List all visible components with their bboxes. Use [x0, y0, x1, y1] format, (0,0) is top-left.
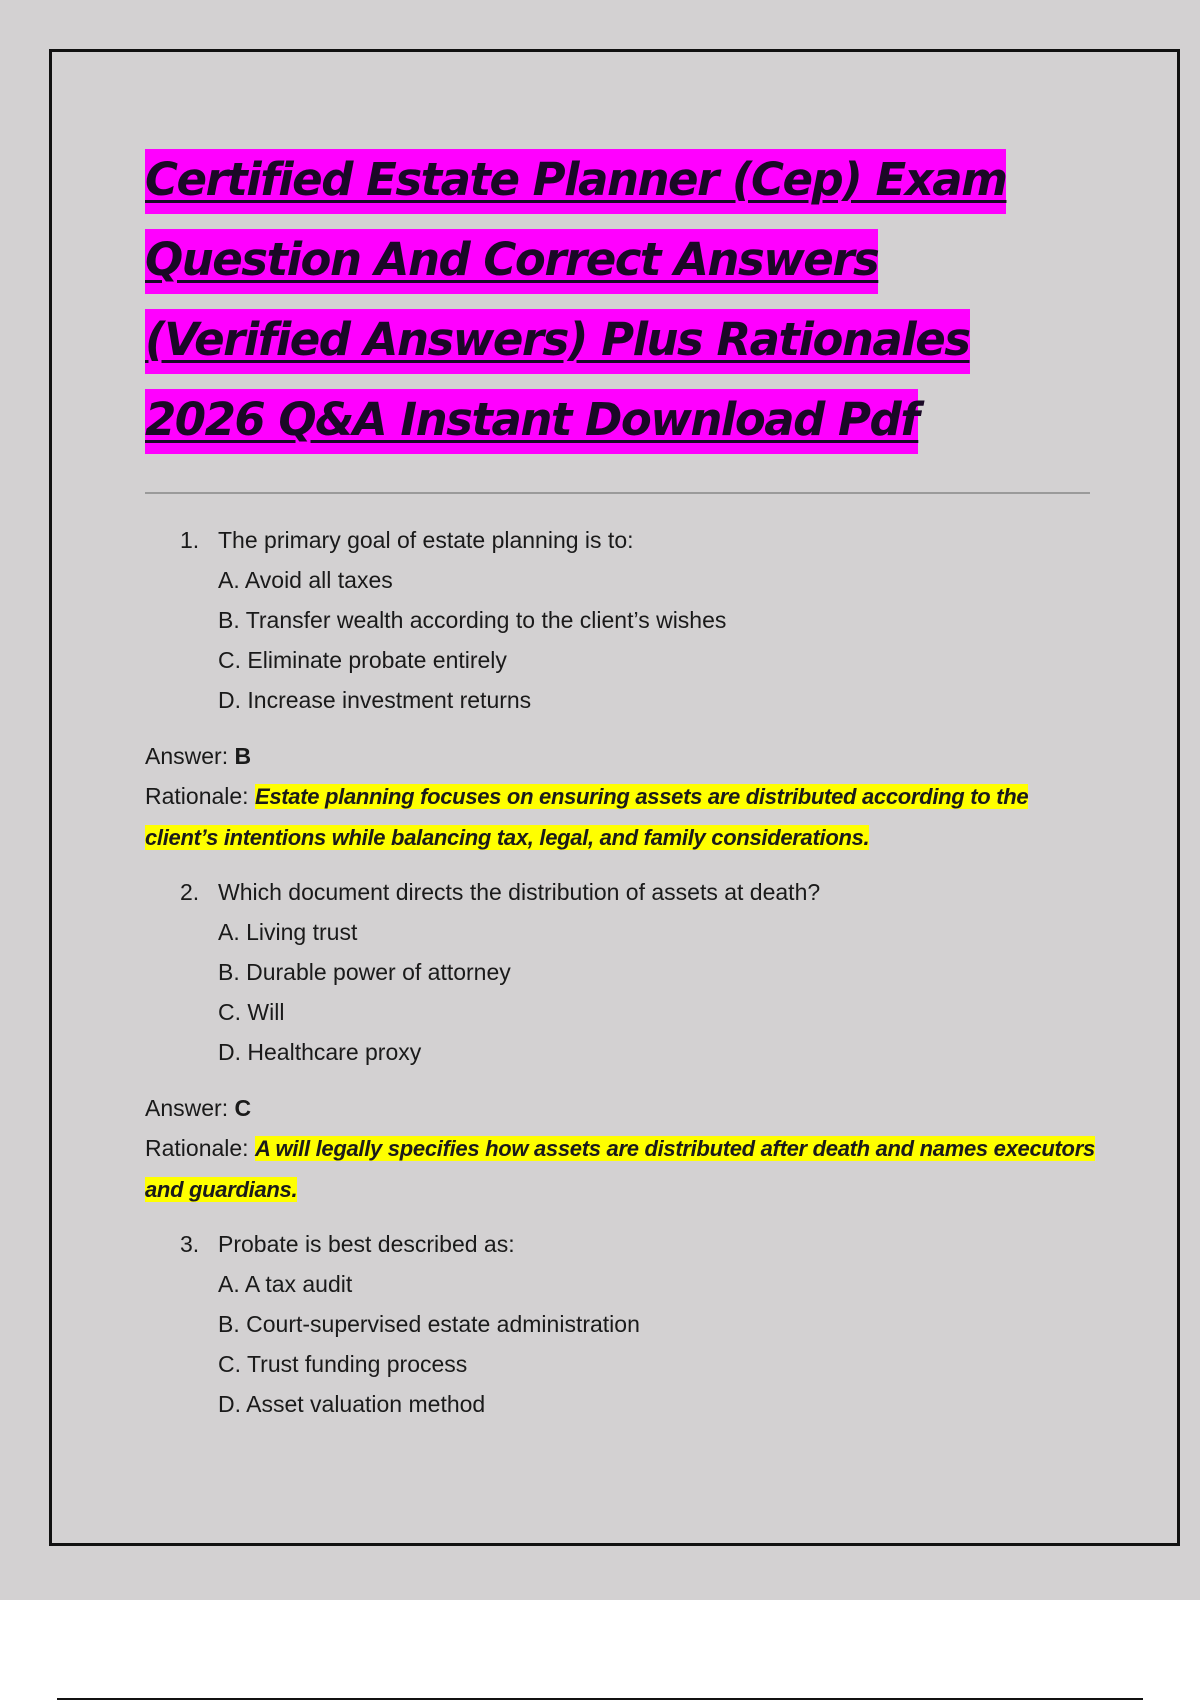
- answer-label: Answer:: [145, 743, 229, 769]
- question-stem: [145, 1224, 1095, 1264]
- answer-value: B: [234, 743, 252, 769]
- rationale-text: Estate planning focuses on ensuring assets are distributed according to the client’s intentions while balancing tax, legal, and family considerations.: [145, 784, 1029, 850]
- answer-option: C. Trust funding process: [218, 1351, 468, 1377]
- answer-line: [145, 1088, 1095, 1128]
- answer-option: D. Healthcare proxy: [218, 1039, 422, 1065]
- rationale-label: Rationale:: [145, 783, 249, 809]
- question-stem: [145, 872, 1095, 912]
- answer-option: A. A tax audit: [218, 1271, 353, 1297]
- rationale-label: Rationale:: [145, 1135, 249, 1161]
- answer-option: C. Eliminate probate entirely: [218, 647, 507, 673]
- answer-option: B. Transfer wealth according to the client’s wishes: [218, 607, 727, 633]
- question-number: 3.: [180, 1231, 200, 1257]
- question-stem: [145, 520, 1095, 560]
- question-text: Probate is best described as:: [218, 1231, 515, 1257]
- document-title: [145, 140, 1095, 460]
- question-item: [145, 1224, 1095, 1424]
- question-text: Which document directs the distribution of assets at death?: [218, 879, 821, 905]
- answer-option: B. Court-supervised estate administration: [218, 1311, 640, 1337]
- answer-option: A. Avoid all taxes: [218, 567, 393, 593]
- rationale-text: A will legally specifies how assets are distributed after death and names executors and guardians.: [145, 1136, 1095, 1202]
- title-highlight: Certified Estate Planner (Cep) Exam Question And Correct Answers (Verified Answers) Plus Rationales 2026 Q&A Instant Download Pdf: [145, 149, 1006, 454]
- answer-option: A. Living trust: [218, 919, 358, 945]
- question-number: 2.: [180, 879, 200, 905]
- answer-option: B. Durable power of attorney: [218, 959, 511, 985]
- answer-line: [145, 736, 1095, 776]
- question-list: [145, 520, 1095, 1424]
- question-item: [145, 872, 1095, 1210]
- answer-value: C: [234, 1095, 252, 1121]
- answer-label: Answer:: [145, 1095, 229, 1121]
- question-number: 1.: [180, 527, 200, 553]
- answer-option: D. Increase investment returns: [218, 687, 532, 713]
- question-text: The primary goal of estate planning is to:: [218, 527, 634, 553]
- answer-option: C. Will: [218, 999, 285, 1025]
- answer-option: D. Asset valuation method: [218, 1391, 486, 1417]
- rationale-line: [145, 1128, 1095, 1210]
- question-item: [145, 520, 1095, 858]
- rationale-line: [145, 776, 1095, 858]
- title-divider: [145, 492, 1090, 494]
